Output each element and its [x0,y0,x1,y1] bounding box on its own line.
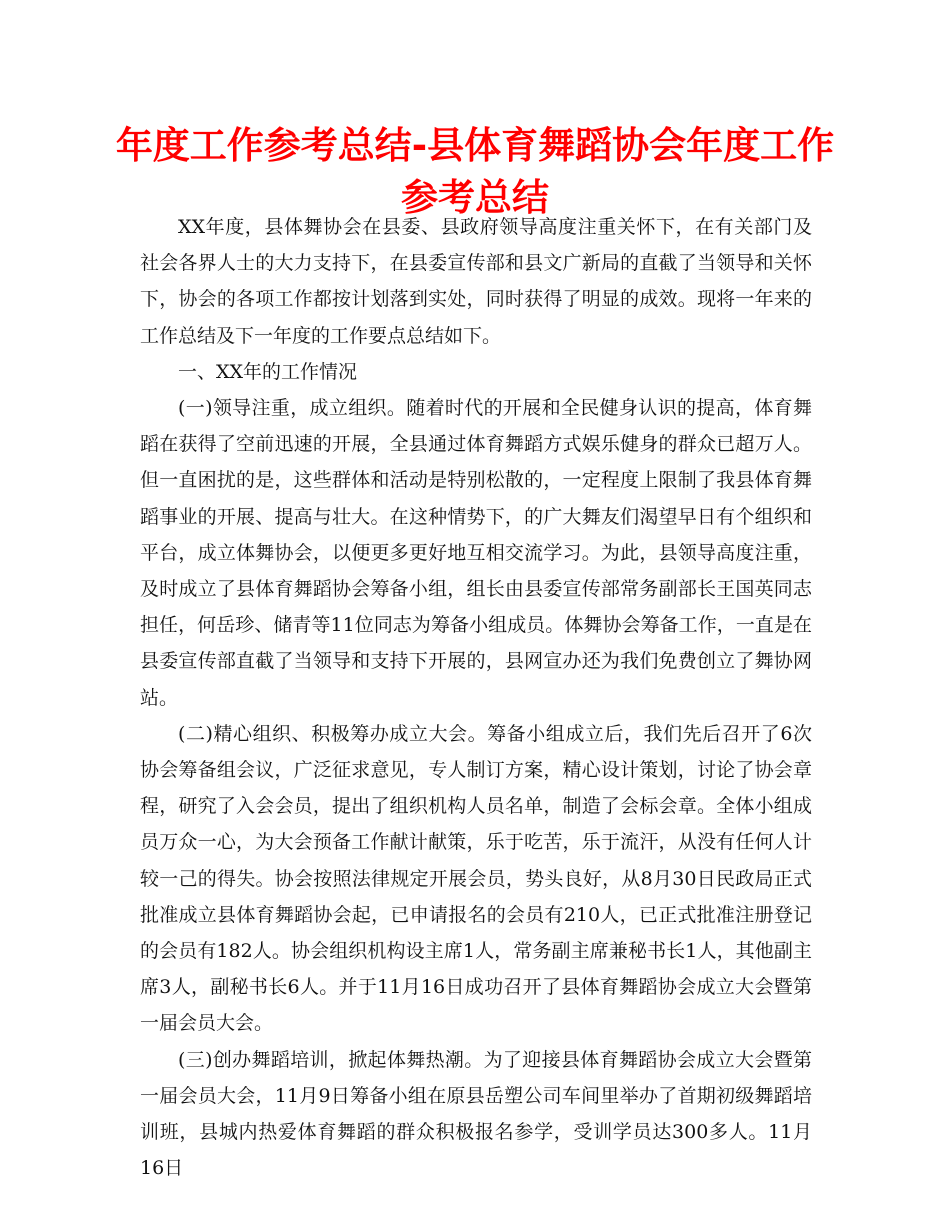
paragraph-founding-conference: (二)精心组织、积极筹办成立大会。筹备小组成立后，我们先后召开了6次协会筹备组会议，广泛征求意见，专人制订方案，精心设计策划，讨论了协会章程，研究了入会会员，提出了组织机构人员名单，制造了会标会章。全体小组成员万众一心，为大会预备工作献计献策，乐于吃苦，乐于流汗，从没有任何人计较一己的得失。协会按照法律规定开展会员，势头良好，从8月30日民政局正式批准成立县体育舞蹈协会起，已申请报名的会员有210人，已正式批准注册登记的会员有182人。协会组织机构设主席1人，常务副主席兼秘书长1人，其他副主席3人，副秘书长6人。并于11月16日成功召开了县体育舞蹈协会成立大会暨第一届会员大会。 [140,722,812,1035]
document-title: 年度工作参考总结-县体育舞蹈协会年度工作参考总结 [115,124,835,219]
section-heading-work-status: 一、XX年的工作情况 [178,360,358,383]
document-body [140,209,812,1186]
paragraph-organization: (一)领导注重，成立组织。随着时代的开展和全民健身认识的提高，体育舞蹈在获得了空前迅速的开展，全县通过体育舞蹈方式娱乐健身的群众已超万人。但一直困扰的是，这些群体和活动是特别松散的，一定程度上限制了我县体育舞蹈事业的开展、提高与壮大。在这种情势下，的广大舞友们渴望早日有个组织和平台，成立体舞协会，以便更多更好地互相交流学习。为此，县领导高度注重，及时成立了县体育舞蹈协会筹备小组，组长由县委宣传部常务副部长王国英同志担任，何岳珍、储青等11位同志为筹备小组成员。体舞协会筹备工作，一直是在县委宣传部直截了当领导和支持下开展的，县网宣办还为我们免费创立了舞协网站。 [140,397,812,709]
paragraph-dance-training: (三)创办舞蹈培训，掀起体舞热潮。为了迎接县体育舞蹈协会成立大会暨第一届会员大会，11月9日筹备小组在原县岳塑公司车间里举办了首期初级舞蹈培训班，县城内热爱体育舞蹈的群众积极报名参学，受训学员达300多人。11月16日 [140,1048,812,1180]
paragraph-intro: XX年度，县体舞协会在县委、县政府领导高度注重关怀下，在有关部门及社会各界人士的大力支持下，在县委宣传部和县文广新局的直截了当领导和关怀下，协会的各项工作都按计划落到实处，同时获得了明显的成效。现将一年来的工作总结及下一年度的工作要点总结如下。 [140,216,812,347]
